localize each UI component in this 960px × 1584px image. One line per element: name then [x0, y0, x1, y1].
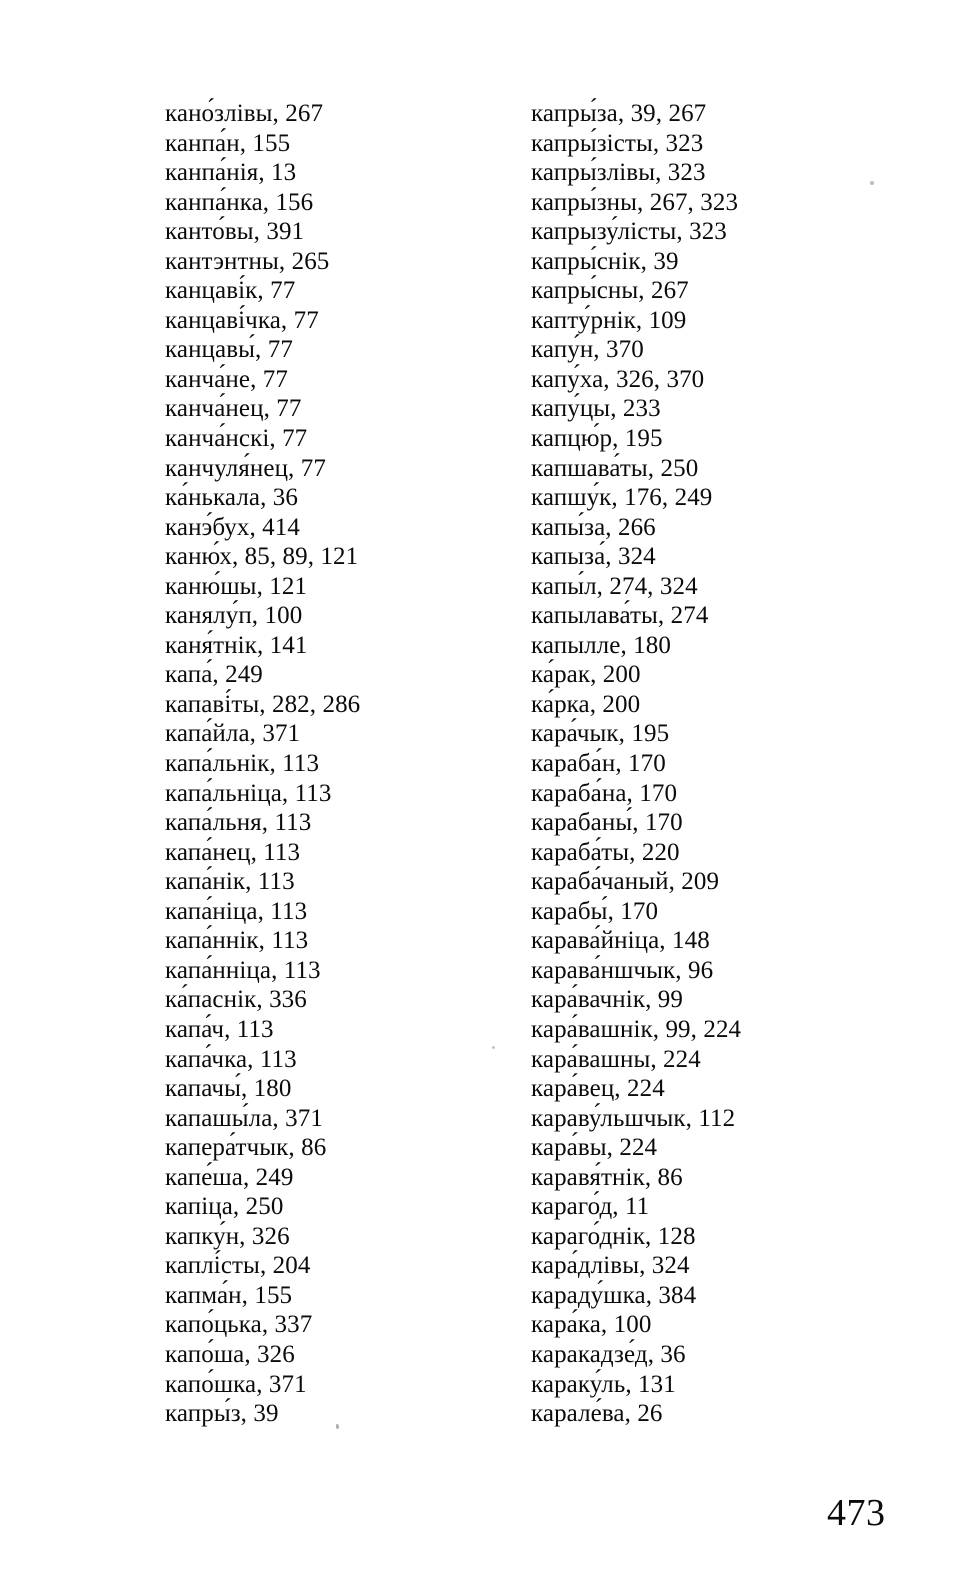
index-entry: капцю́р, 195: [531, 425, 663, 453]
index-entry: канялу́п, 100: [165, 602, 303, 630]
index-entry: карале́ва, 26: [531, 1400, 663, 1428]
scan-speck: [492, 1046, 495, 1049]
index-entry: каравя́тнік, 86: [531, 1163, 683, 1191]
index-entry: карабаны́, 170: [531, 809, 683, 837]
index-entry: капа́льнік, 113: [165, 750, 320, 778]
index-entry: каню́х, 85, 89, 121: [165, 543, 359, 571]
scan-speck: [870, 181, 874, 185]
index-entry: караба́ты, 220: [531, 838, 680, 866]
index-entry: кара́длівы, 324: [531, 1252, 690, 1280]
index-column-right: [531, 99, 741, 1429]
index-entry: кара́вашнік, 99, 224: [531, 1015, 742, 1043]
index-entry: кара́вашны, 224: [531, 1045, 701, 1073]
index-entry: капры́сны, 267: [531, 277, 689, 305]
index-entry: канча́не, 77: [165, 365, 288, 393]
index-entry: капе́ша, 249: [165, 1163, 294, 1191]
index-entry: капма́н, 155: [165, 1281, 293, 1309]
index-entry: капа́ннік, 113: [165, 927, 309, 955]
index-entry: канцавы́, 77: [165, 336, 293, 364]
index-entry: капшу́к, 176, 249: [531, 484, 713, 512]
index-entry: капрызу́лісты, 323: [531, 218, 727, 246]
index-entry: капу́ха, 326, 370: [531, 365, 705, 393]
index-entry: кара́вы, 224: [531, 1134, 658, 1162]
index-entry: карабы́, 170: [531, 897, 659, 925]
index-entry: капа́нік, 113: [165, 868, 295, 896]
index-entry: ка́нькала, 36: [165, 484, 298, 512]
page-number: 473: [827, 1492, 886, 1534]
index-entry: капры́злівы, 323: [531, 159, 706, 187]
index-entry: канцаві́к, 77: [165, 277, 296, 305]
index-entry: караву́льшчык, 112: [531, 1104, 736, 1132]
index-entry: кара́ка, 100: [531, 1311, 652, 1339]
index-column-left: [165, 99, 360, 1429]
index-entry: капку́н, 326: [165, 1222, 290, 1250]
scan-speck: [336, 1424, 339, 1429]
index-entry: капылава́ты, 274: [531, 602, 709, 630]
index-entry: капа́льніца, 113: [165, 779, 332, 807]
index-entry: караку́ль, 131: [531, 1370, 676, 1398]
index-entry: караба́н, 170: [531, 750, 666, 778]
index-entry: капры́зісты, 323: [531, 129, 704, 157]
index-entry: канча́нец, 77: [165, 395, 302, 423]
index-entry: караду́шка, 384: [531, 1281, 697, 1309]
index-entry: каню́шы, 121: [165, 572, 308, 600]
index-entry: капу́цы, 233: [531, 395, 661, 423]
index-entry: капы́за, 266: [531, 513, 656, 541]
index-entry: капачы́, 180: [165, 1075, 292, 1103]
index-entry: кара́вачнік, 99: [531, 986, 683, 1014]
index-entry: карава́ншчык, 96: [531, 956, 714, 984]
index-entry: капу́н, 370: [531, 336, 644, 364]
index-entry: капы́л, 274, 324: [531, 572, 698, 600]
index-entry: канцаві́чка, 77: [165, 306, 319, 334]
index-entry: кара́чык, 195: [531, 720, 670, 748]
index-entry: капры́зны, 267, 323: [531, 188, 739, 216]
index-entry: капашы́ла, 371: [165, 1104, 323, 1132]
index-entry: капера́тчык, 86: [165, 1134, 327, 1162]
index-entry: капіца, 250: [165, 1193, 284, 1221]
index-entry: каплі́сты, 204: [165, 1252, 311, 1280]
index-entry: караго́днік, 128: [531, 1222, 696, 1250]
index-entry: ка́рак, 200: [531, 661, 641, 689]
index-entry: кантэнтны, 265: [165, 247, 330, 275]
index-entry: капры́з, 39: [165, 1400, 279, 1428]
index-entry: кара́вец, 224: [531, 1075, 665, 1103]
index-entry: капо́ша, 326: [165, 1340, 295, 1368]
index-entry: ка́рка, 200: [531, 690, 641, 718]
index-entry: капыза́, 324: [531, 543, 656, 571]
index-entry: капры́снік, 39: [531, 247, 679, 275]
index-entry: кано́злівы, 267: [165, 100, 324, 127]
index-entry: караба́чаный, 209: [531, 868, 720, 896]
index-entry: капа́йла, 371: [165, 720, 301, 748]
index-entry: капа́ч, 113: [165, 1015, 274, 1043]
index-entry: канча́нскі, 77: [165, 425, 308, 453]
index-entry: каракадзе́д, 36: [531, 1340, 686, 1368]
index-entry: капо́шка, 371: [165, 1370, 307, 1398]
index-entry: канпа́н, 155: [165, 129, 291, 157]
index-entry: капаві́ты, 282, 286: [165, 690, 361, 718]
index-entry: канчуля́нец, 77: [165, 454, 326, 482]
index-entry: караго́д, 11: [531, 1193, 650, 1221]
index-entry: капры́за, 39, 267: [531, 100, 707, 127]
index-entry: каня́тнік, 141: [165, 631, 308, 659]
index-entry: канпа́нка, 156: [165, 188, 314, 216]
index-entry: ка́паснік, 336: [165, 986, 307, 1014]
index-entry: капа́чка, 113: [165, 1045, 297, 1073]
index-entry: капа́ніца, 113: [165, 897, 308, 925]
index-entry: капо́цька, 337: [165, 1311, 313, 1339]
index-entry: капа́льня, 113: [165, 809, 312, 837]
index-entry: капылле, 180: [531, 631, 671, 659]
index-entry: капшава́ты, 250: [531, 454, 699, 482]
index-entry: капту́рнік, 109: [531, 306, 687, 334]
index-entry: капа́нец, 113: [165, 838, 301, 866]
index-entry: караба́на, 170: [531, 779, 678, 807]
index-entry: капа́, 249: [165, 661, 263, 689]
index-entry: канэ́бух, 414: [165, 513, 300, 541]
index-entry: канпа́нія, 13: [165, 159, 297, 187]
index-entry: капа́нніца, 113: [165, 956, 321, 984]
index-entry: канто́вы, 391: [165, 218, 305, 246]
index-entry: карава́йніца, 148: [531, 927, 710, 955]
